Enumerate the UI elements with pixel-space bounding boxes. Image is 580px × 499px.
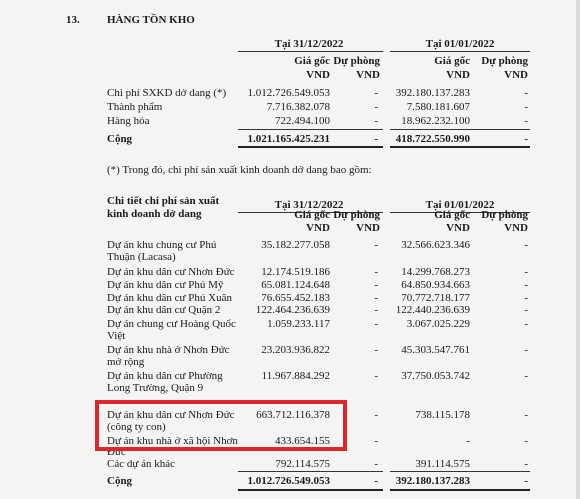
- cell-value: 70.772.718.177: [401, 292, 470, 304]
- row-label: Dự án khu dân cư Quận 2: [107, 304, 221, 316]
- detail-header-label: kinh doanh dở dang: [107, 208, 202, 220]
- cell-value: 792.114.575: [275, 458, 330, 470]
- row-label: Dự án khu chung cư Phú: [107, 239, 217, 251]
- row-label: Dự án khu nhà ở Nhơn Đức: [107, 344, 230, 356]
- cell-value: 7.580.181.607: [406, 101, 470, 113]
- cell-value: -: [524, 409, 528, 421]
- total-rule: [390, 471, 530, 472]
- cell-value: -: [524, 458, 528, 470]
- cell-value: 14.299.768.273: [401, 266, 470, 278]
- cell-value: 122.464.236.639: [255, 304, 330, 316]
- row-label: Dự án khu dân cư Nhơn Đức: [107, 409, 235, 421]
- cell-value: 663.712.116.378: [256, 409, 330, 421]
- total-rule: [390, 129, 530, 130]
- total-value: 1.012.726.549.053: [247, 475, 330, 487]
- cell-value: 738.115.178: [415, 409, 470, 421]
- double-rule: [390, 146, 530, 148]
- row-label: Long Trường, Quận 9: [107, 382, 204, 394]
- cell-value: -: [524, 266, 528, 278]
- total-label: Cộng: [107, 133, 133, 145]
- period-header-2021: Tại 01/01/2022: [425, 199, 495, 211]
- cell-value: -: [524, 304, 528, 316]
- total-value: -: [524, 475, 528, 487]
- unit-label: VND: [306, 222, 330, 234]
- cell-value: -: [524, 292, 528, 304]
- unit-label: VND: [504, 69, 528, 81]
- cell-value: -: [374, 279, 378, 291]
- col-header: Giá gốc: [434, 55, 470, 67]
- unit-label: VND: [504, 222, 528, 234]
- cell-value: 65.081.124.648: [261, 279, 330, 291]
- cell-value: 64.850.934.663: [401, 279, 470, 291]
- total-rule: [238, 471, 383, 472]
- col-header: Giá gốc: [294, 209, 330, 221]
- cell-value: 76.655.452.183: [261, 292, 330, 304]
- row-label: Dự án khu nhà ở xã hội Nhơn: [107, 435, 238, 447]
- row-label: (công ty con): [107, 421, 166, 433]
- cell-value: 433.654.155: [275, 435, 330, 447]
- row-label: Dự án khu dân cư Nhơn Đức: [107, 266, 235, 278]
- cell-value: 32.566.623.346: [401, 239, 470, 251]
- cell-value: 122.440.236.639: [395, 304, 470, 316]
- cell-value: 45.303.547.761: [401, 344, 470, 356]
- cell-value: -: [374, 292, 378, 304]
- row-label: Các dự án khác: [107, 458, 175, 470]
- unit-label: VND: [356, 222, 380, 234]
- unit-label: VND: [446, 222, 470, 234]
- cell-value: 37.750.053.742: [401, 370, 470, 382]
- cell-value: -: [374, 370, 378, 382]
- cell-value: 1.059.233.117: [267, 318, 330, 330]
- cell-value: -: [374, 101, 378, 113]
- cell-value: -: [374, 458, 378, 470]
- cell-value: -: [466, 435, 470, 447]
- row-label: Đức: [107, 446, 126, 458]
- unit-label: VND: [306, 69, 330, 81]
- cell-value: -: [374, 435, 378, 447]
- cell-value: -: [374, 409, 378, 421]
- unit-label: VND: [356, 69, 380, 81]
- cell-value: -: [524, 344, 528, 356]
- cell-value: -: [374, 115, 378, 127]
- period-header-2021: Tại 01/01/2022: [425, 38, 495, 50]
- cell-value: 392.180.137.283: [395, 87, 470, 99]
- col-header: Dự phòng: [333, 209, 380, 221]
- cell-value: -: [524, 101, 528, 113]
- col-header: Giá gốc: [434, 209, 470, 221]
- col-header: Giá gốc: [294, 55, 330, 67]
- cell-value: 391.114.575: [415, 458, 470, 470]
- double-rule: [390, 489, 530, 491]
- cell-value: -: [524, 239, 528, 251]
- cell-value: 3.067.025.229: [406, 318, 470, 330]
- cell-value: 18.962.232.100: [401, 115, 470, 127]
- cell-value: -: [374, 344, 378, 356]
- total-value: -: [374, 475, 378, 487]
- row-label: Dự án chung cư Hoàng Quốc: [107, 318, 236, 330]
- total-rule: [238, 129, 383, 130]
- cell-value: 1.012.726.549.053: [247, 87, 330, 99]
- row-label: Chi phí SXKD dở dang (*): [107, 87, 227, 99]
- cell-value: 23.203.936.822: [261, 344, 330, 356]
- cell-value: -: [524, 279, 528, 291]
- cell-value: -: [374, 87, 378, 99]
- cell-value: -: [524, 370, 528, 382]
- cell-value: -: [374, 266, 378, 278]
- col-header: Dự phòng: [481, 55, 528, 67]
- section-number: 13.: [66, 14, 80, 26]
- cell-value: -: [374, 318, 378, 330]
- col-header: Dự phòng: [481, 209, 528, 221]
- row-label: Dự án khu dân cư Phú Xuân: [107, 292, 232, 304]
- cell-value: 722.494.100: [275, 115, 330, 127]
- cell-value: -: [374, 304, 378, 316]
- period-header-2022: Tại 31/12/2022: [274, 38, 344, 50]
- row-label: Thuận (Lacasa): [107, 251, 176, 263]
- total-label: Cộng: [107, 475, 133, 487]
- cell-value: 11.967.884.292: [261, 370, 330, 382]
- cell-value: -: [524, 87, 528, 99]
- row-label: mở rộng: [107, 356, 145, 368]
- cell-value: -: [524, 435, 528, 447]
- section-title: HÀNG TỒN KHO: [107, 14, 195, 26]
- cell-value: -: [524, 318, 528, 330]
- total-value: -: [374, 133, 378, 145]
- row-label: Dự án khu dân cư Phú Mỹ: [107, 279, 224, 291]
- row-label: Việt: [107, 330, 126, 342]
- period-underline: [390, 51, 530, 52]
- highlight-box: [95, 400, 347, 451]
- total-value: 418.722.550.990: [395, 133, 470, 145]
- unit-label: VND: [446, 69, 470, 81]
- row-label: Hàng hóa: [107, 115, 150, 127]
- col-header: Dự phòng: [333, 55, 380, 67]
- row-label: Dự án khu dân cư Phường: [107, 370, 223, 382]
- cell-value: -: [374, 239, 378, 251]
- period-underline: [238, 51, 383, 52]
- page-edge: [576, 0, 580, 499]
- detail-header-label: Chi tiết chi phí sản xuất: [107, 195, 220, 207]
- row-label: Thành phẩm: [107, 101, 163, 113]
- cell-value: -: [524, 115, 528, 127]
- footnote: (*) Trong đó, chi phí sản xuất kinh doanh dở dang bao gồm:: [107, 164, 372, 176]
- double-rule: [238, 146, 383, 148]
- total-value: -: [524, 133, 528, 145]
- double-rule: [238, 489, 383, 491]
- period-header-2022: Tại 31/12/2022: [274, 199, 344, 211]
- cell-value: 7.716.382.078: [266, 101, 330, 113]
- cell-value: 35.182.277.058: [261, 239, 330, 251]
- total-value: 392.180.137.283: [395, 475, 470, 487]
- cell-value: 12.174.519.186: [261, 266, 330, 278]
- total-value: 1.021.165.425.231: [247, 133, 330, 145]
